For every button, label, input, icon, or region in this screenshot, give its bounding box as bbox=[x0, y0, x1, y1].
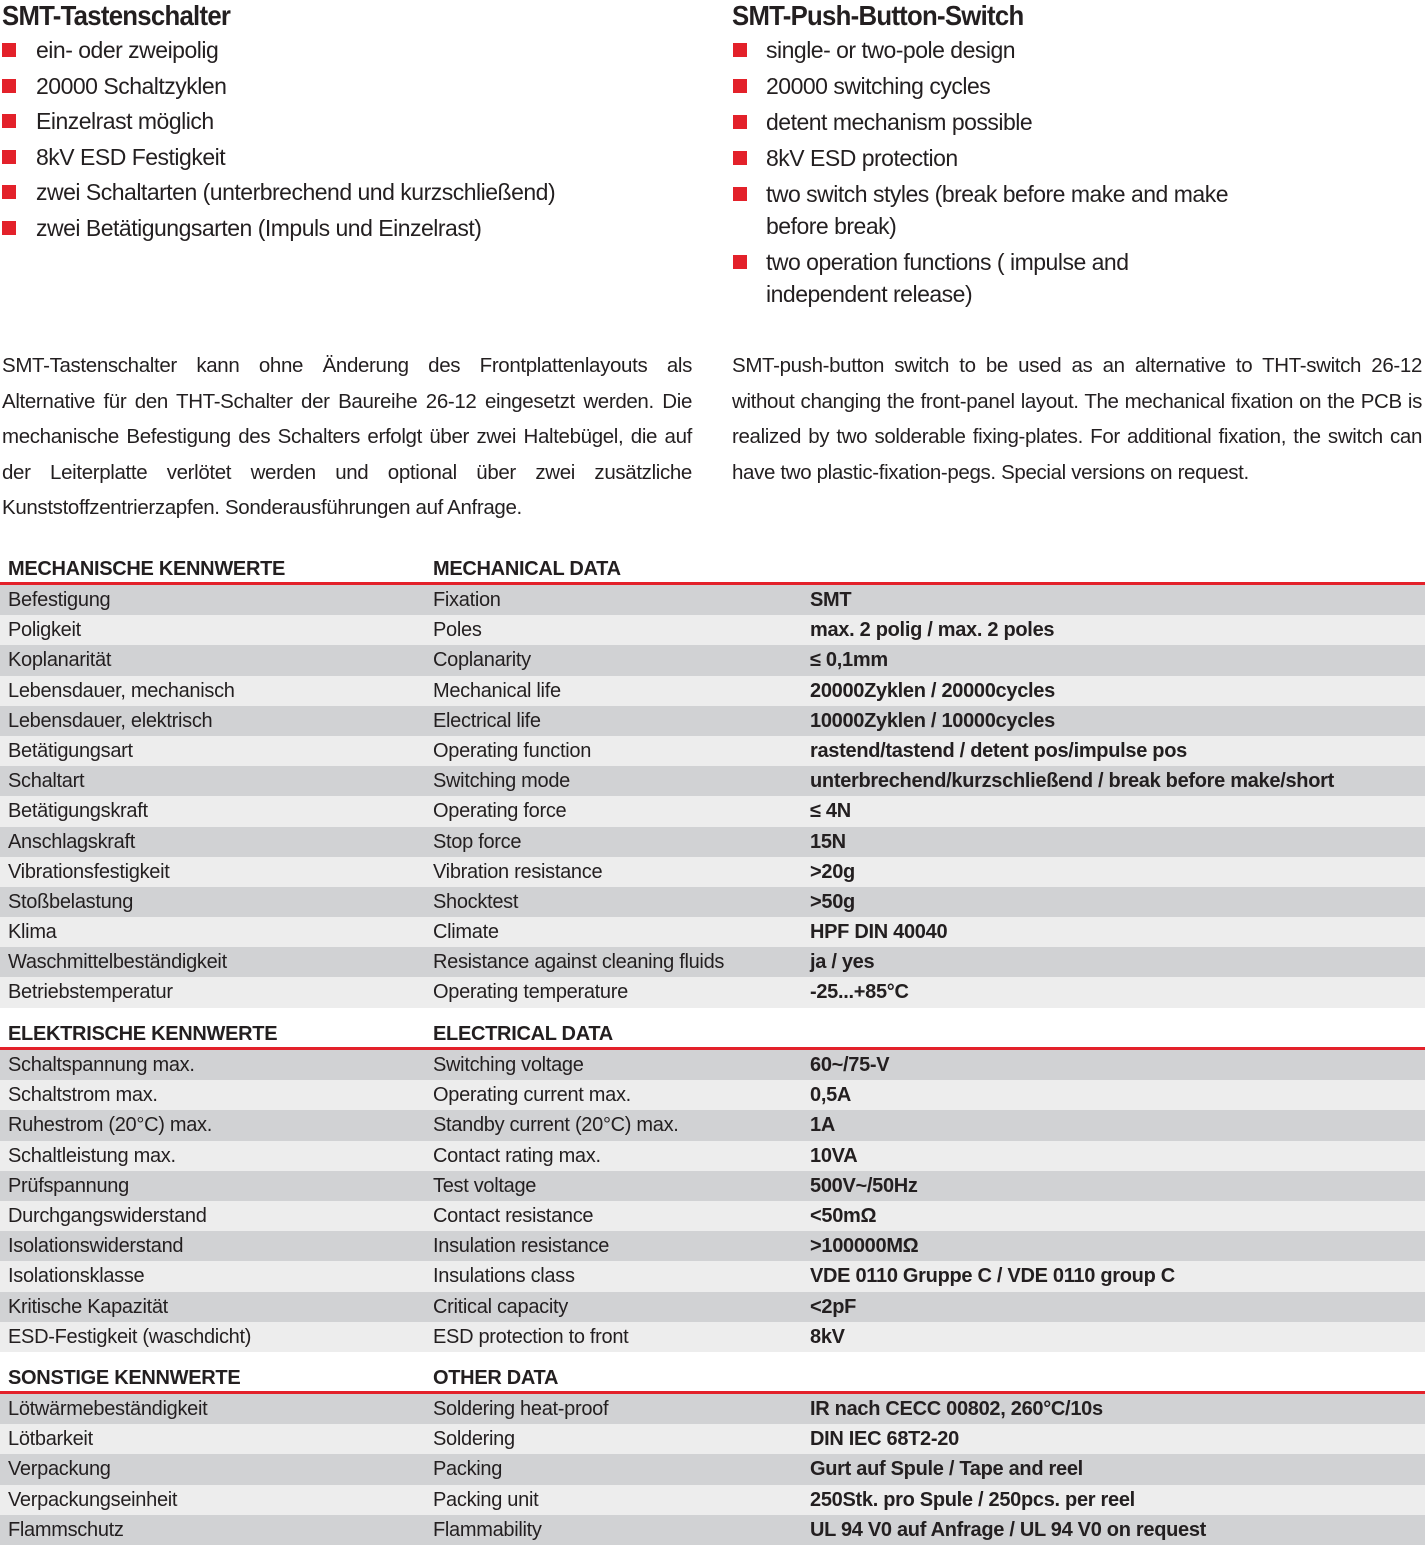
param-de: Isolationsklasse bbox=[8, 1265, 145, 1288]
param-value: -25...+85°C bbox=[810, 981, 909, 1004]
feature-item: 20000 switching cycles bbox=[732, 70, 1425, 102]
param-en: Poles bbox=[433, 619, 482, 642]
param-de: Schaltspannung max. bbox=[8, 1054, 195, 1076]
param-en: Packing unit bbox=[433, 1488, 539, 1511]
red-square-bullet-icon bbox=[2, 79, 16, 93]
table-body bbox=[0, 1394, 1425, 1545]
param-en: Electrical life bbox=[433, 709, 541, 732]
german-feature-list bbox=[2, 34, 702, 244]
table-row bbox=[0, 645, 1425, 675]
param-en: Switching mode bbox=[433, 770, 570, 793]
red-square-bullet-icon bbox=[2, 221, 16, 235]
feature-item: zwei Betätigungsarten (Impuls und Einzelrast) bbox=[2, 212, 702, 244]
feature-item: zwei Schaltarten (unterbrechend und kurzschließend) bbox=[2, 176, 702, 208]
param-en: Contact resistance bbox=[433, 1204, 594, 1227]
table-row bbox=[0, 585, 1425, 615]
param-en: Packing bbox=[433, 1458, 503, 1481]
table-body bbox=[0, 585, 1425, 1008]
param-value: rastend/tastend / detent pos/impulse pos bbox=[810, 739, 1187, 762]
param-value: 60~/75-V bbox=[810, 1054, 890, 1076]
param-value: ≤ 0,1mm bbox=[810, 649, 888, 672]
param-en: Flammability bbox=[433, 1518, 542, 1541]
table-row bbox=[0, 1454, 1425, 1484]
param-de: Anschlagskraft bbox=[8, 830, 135, 853]
param-de: Betätigungskraft bbox=[8, 800, 148, 823]
table-row bbox=[0, 796, 1425, 826]
param-en: Insulations class bbox=[433, 1265, 575, 1288]
table-row bbox=[0, 615, 1425, 645]
param-value: <50mΩ bbox=[810, 1204, 877, 1227]
red-square-bullet-icon bbox=[2, 114, 16, 128]
param-value: DIN IEC 68T2-20 bbox=[810, 1428, 959, 1451]
feature-item: two switch styles (break before make and make before break) bbox=[732, 178, 1246, 242]
electrical-data-table bbox=[0, 1015, 1425, 1352]
mechanical-data-table bbox=[0, 550, 1425, 1008]
param-value: UL 94 V0 auf Anfrage / UL 94 V0 on request bbox=[810, 1518, 1207, 1541]
feature-item: Einzelrast möglich bbox=[2, 105, 702, 137]
param-value: 500V~/50Hz bbox=[810, 1174, 918, 1197]
table-heading-de: SONSTIGE KENNWERTE bbox=[8, 1367, 241, 1389]
table-row bbox=[0, 1261, 1425, 1291]
table-row bbox=[0, 1292, 1425, 1322]
feature-item: two operation functions ( impulse and independent release) bbox=[732, 246, 1206, 310]
feature-item: 20000 Schaltzyklen bbox=[2, 70, 702, 102]
param-de: Verpackung bbox=[8, 1458, 111, 1481]
param-en: Vibration resistance bbox=[433, 860, 603, 883]
param-value: unterbrechend/kurzschließend / break before make/short bbox=[810, 770, 1334, 793]
param-de: Lötwärmebeständigkeit bbox=[8, 1398, 208, 1420]
table-row bbox=[0, 676, 1425, 706]
red-square-bullet-icon bbox=[2, 150, 16, 164]
param-en: Insulation resistance bbox=[433, 1235, 610, 1258]
param-value: >20g bbox=[810, 860, 855, 883]
red-square-bullet-icon bbox=[733, 151, 747, 165]
param-de: Lebensdauer, elektrisch bbox=[8, 709, 213, 732]
table-header bbox=[0, 550, 1425, 585]
param-de: Befestigung bbox=[8, 589, 111, 611]
english-section bbox=[732, 0, 1425, 314]
param-de: Stoßbelastung bbox=[8, 890, 134, 913]
table-row bbox=[0, 1515, 1425, 1545]
table-header bbox=[0, 1359, 1425, 1394]
red-square-bullet-icon bbox=[733, 115, 747, 129]
param-value: 0,5A bbox=[810, 1084, 852, 1107]
param-value: Gurt auf Spule / Tape and reel bbox=[810, 1458, 1083, 1481]
param-en: ESD protection to front bbox=[433, 1325, 629, 1348]
table-row bbox=[0, 827, 1425, 857]
table-row bbox=[0, 766, 1425, 796]
table-row bbox=[0, 1050, 1425, 1080]
param-en: Standby current (20°C) max. bbox=[433, 1114, 679, 1137]
param-en: Climate bbox=[433, 921, 499, 944]
english-title: SMT-Push-Button-Switch bbox=[732, 0, 1024, 31]
table-heading-en: MECHANICAL DATA bbox=[433, 558, 621, 580]
param-value: ja / yes bbox=[810, 951, 875, 974]
param-de: Betätigungsart bbox=[8, 739, 133, 762]
table-row bbox=[0, 1424, 1425, 1454]
param-de: Kritische Kapazität bbox=[8, 1295, 168, 1318]
german-section bbox=[2, 0, 702, 247]
param-de: Ruhestrom (20°C) max. bbox=[8, 1114, 212, 1137]
table-row bbox=[0, 917, 1425, 947]
table-body bbox=[0, 1050, 1425, 1352]
param-de: Vibrationsfestigkeit bbox=[8, 860, 170, 883]
param-value: <2pF bbox=[810, 1295, 857, 1318]
table-row bbox=[0, 977, 1425, 1007]
table-row bbox=[0, 1231, 1425, 1261]
param-value: max. 2 polig / max. 2 poles bbox=[810, 619, 1055, 642]
feature-item: detent mechanism possible bbox=[732, 106, 1425, 138]
german-title: SMT-Tastenschalter bbox=[2, 0, 231, 31]
param-value: 15N bbox=[810, 830, 846, 853]
table-heading-de: ELEKTRISCHE KENNWERTE bbox=[8, 1023, 278, 1045]
feature-item: ein- oder zweipolig bbox=[2, 34, 702, 66]
param-de: Betriebstemperatur bbox=[8, 981, 173, 1004]
param-en: Operating force bbox=[433, 800, 567, 823]
param-value: ≤ 4N bbox=[810, 800, 851, 823]
param-de: Isolationswiderstand bbox=[8, 1235, 184, 1258]
param-de: Flammschutz bbox=[8, 1518, 124, 1541]
param-de: Schaltstrom max. bbox=[8, 1084, 158, 1107]
table-heading-en: ELECTRICAL DATA bbox=[433, 1023, 613, 1045]
param-de: ESD-Festigkeit (waschdicht) bbox=[8, 1325, 252, 1348]
table-row bbox=[0, 887, 1425, 917]
param-value: 10000Zyklen / 10000cycles bbox=[810, 709, 1055, 732]
feature-item: single- or two-pole design bbox=[732, 34, 1425, 66]
param-de: Lebensdauer, mechanisch bbox=[8, 679, 235, 702]
table-row bbox=[0, 1485, 1425, 1515]
param-value: 250Stk. pro Spule / 250pcs. per reel bbox=[810, 1488, 1135, 1511]
param-en: Resistance against cleaning fluids bbox=[433, 951, 725, 974]
table-row bbox=[0, 706, 1425, 736]
param-de: Prüfspannung bbox=[8, 1174, 129, 1197]
param-en: Soldering heat-proof bbox=[433, 1398, 609, 1420]
red-square-bullet-icon bbox=[733, 187, 747, 201]
param-de: Verpackungseinheit bbox=[8, 1488, 178, 1511]
english-feature-list bbox=[732, 34, 1425, 310]
param-en: Shocktest bbox=[433, 890, 519, 913]
param-de: Klima bbox=[8, 921, 57, 944]
param-en: Contact rating max. bbox=[433, 1144, 601, 1167]
param-en: Operating function bbox=[433, 739, 592, 762]
table-row bbox=[0, 1110, 1425, 1140]
param-value: 10VA bbox=[810, 1144, 858, 1167]
param-value: SMT bbox=[810, 589, 852, 611]
red-square-bullet-icon bbox=[2, 43, 16, 57]
param-en: Operating current max. bbox=[433, 1084, 631, 1107]
param-en: Operating temperature bbox=[433, 981, 628, 1004]
table-row bbox=[0, 1141, 1425, 1171]
param-de: Koplanarität bbox=[8, 649, 112, 672]
param-en: Critical capacity bbox=[433, 1295, 568, 1318]
param-en: Fixation bbox=[433, 589, 501, 611]
red-square-bullet-icon bbox=[2, 185, 16, 199]
param-en: Test voltage bbox=[433, 1174, 537, 1197]
param-de: Schaltart bbox=[8, 770, 85, 793]
table-heading-de: MECHANISCHE KENNWERTE bbox=[8, 558, 286, 580]
param-en: Mechanical life bbox=[433, 679, 561, 702]
feature-item: 8kV ESD Festigkeit bbox=[2, 141, 702, 173]
param-value: >50g bbox=[810, 890, 855, 913]
param-value: 20000Zyklen / 20000cycles bbox=[810, 679, 1055, 702]
param-en: Soldering bbox=[433, 1428, 515, 1451]
table-row bbox=[0, 1322, 1425, 1352]
param-value: 8kV bbox=[810, 1325, 845, 1348]
english-description: SMT-push-button switch to be used as an alternative to THT-switch 26-12 without changing the front-panel layout. The mechanical fixation on the PCB is realized by two solderable fixing-plates. For additional fixation, the switch can have two plastic-fixation-pegs. Special versions on request. bbox=[732, 354, 1422, 484]
param-value: VDE 0110 Gruppe C / VDE 0110 group C bbox=[810, 1265, 1175, 1288]
param-de: Poligkeit bbox=[8, 619, 81, 642]
param-en: Stop force bbox=[433, 830, 522, 853]
table-row bbox=[0, 1171, 1425, 1201]
table-row bbox=[0, 1394, 1425, 1424]
table-heading-en: OTHER DATA bbox=[433, 1367, 559, 1389]
param-de: Durchgangswiderstand bbox=[8, 1204, 207, 1227]
table-row bbox=[0, 736, 1425, 766]
table-row bbox=[0, 857, 1425, 887]
param-de: Lötbarkeit bbox=[8, 1428, 93, 1451]
table-header bbox=[0, 1015, 1425, 1050]
german-description: SMT-Tastenschalter kann ohne Änderung des Frontplattenlayouts als Alternative für den THT-Schalter der Baureihe 26-12 eingesetzt werden. Die mechanische Befestigung des Schalters erfolgt über zwei Haltebügel, die auf der Leiterplatte verlötet werden und optional über zwei zusätzliche Kunststoffzentrierzapfen. Sonderausführungen auf Anfrage. bbox=[2, 354, 692, 519]
param-de: Waschmittelbeständigkeit bbox=[8, 951, 227, 974]
param-value: HPF DIN 40040 bbox=[810, 921, 948, 944]
param-value: >100000MΩ bbox=[810, 1235, 919, 1258]
param-value: 1A bbox=[810, 1114, 835, 1137]
param-en: Switching voltage bbox=[433, 1054, 584, 1076]
other-data-table bbox=[0, 1359, 1425, 1545]
red-square-bullet-icon bbox=[733, 255, 747, 269]
table-row bbox=[0, 1201, 1425, 1231]
table-row bbox=[0, 1080, 1425, 1110]
red-square-bullet-icon bbox=[733, 79, 747, 93]
param-value: IR nach CECC 00802, 260°C/10s bbox=[810, 1398, 1103, 1420]
feature-item: 8kV ESD protection bbox=[732, 142, 1425, 174]
red-square-bullet-icon bbox=[733, 43, 747, 57]
param-en: Coplanarity bbox=[433, 649, 531, 672]
param-de: Schaltleistung max. bbox=[8, 1144, 176, 1167]
table-row bbox=[0, 947, 1425, 977]
